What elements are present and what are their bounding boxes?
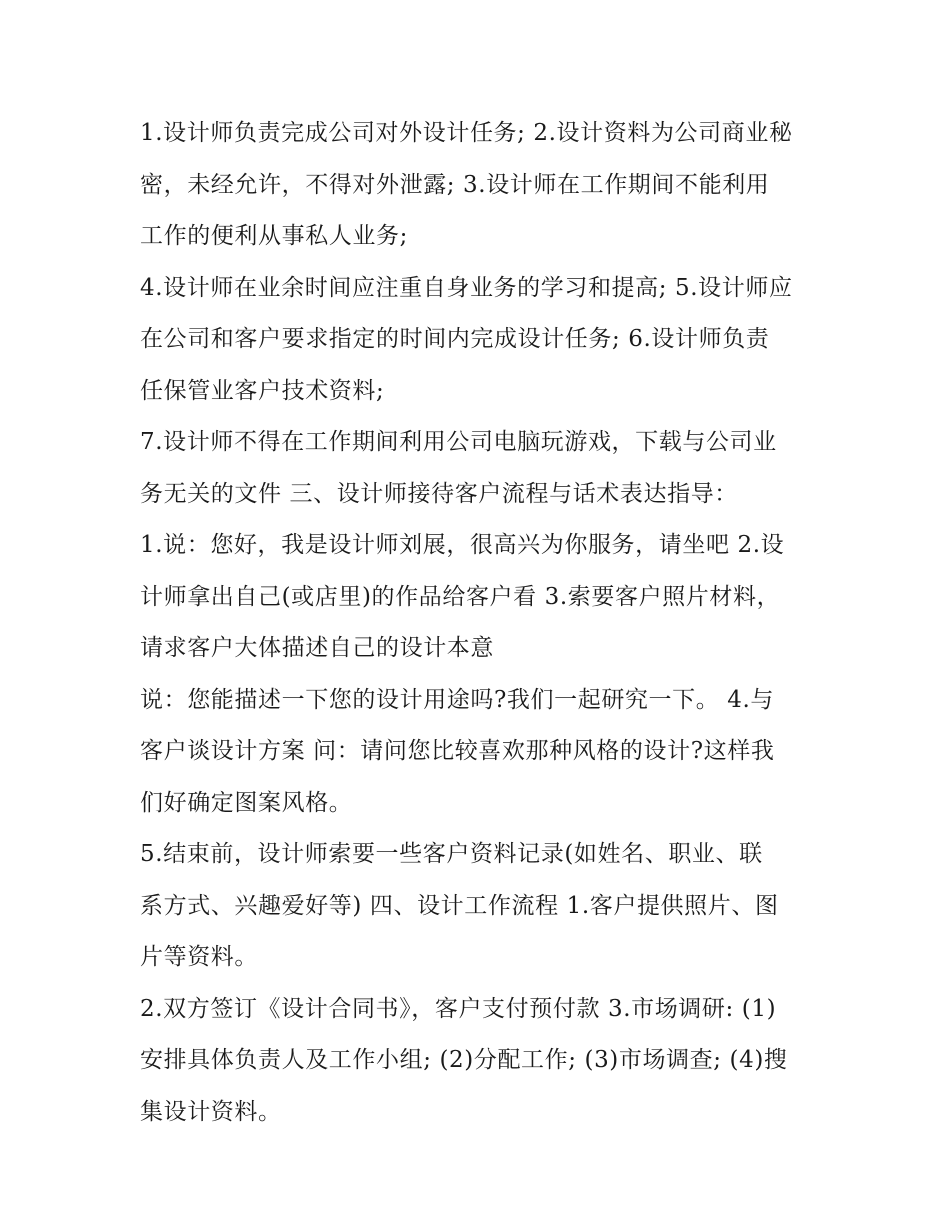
text-line: 请求客户大体描述自己的设计本意 — [140, 635, 494, 661]
text-line: 安排具体负责人及工作小组; (2)分配工作; (3)市场调查; (4)搜 — [140, 1047, 788, 1073]
text-line: 客户谈设计方案 问：请问您比较喜欢那种风格的设计?这样我 — [140, 738, 775, 764]
paragraph-designer-duties-2 — [140, 263, 820, 418]
text-line: 任保管业客户技术资料; — [140, 377, 385, 404]
text-line: 1.说：您好，我是设计师刘展，很高兴为你服务，请坐吧 2.设 — [140, 532, 785, 558]
text-line: 工作的便利从事私人业务; — [140, 223, 408, 249]
text-line: 在公司和客户要求指定的时间内完成设计任务; 6.设计师负责 — [140, 326, 770, 352]
paragraph-designer-duties-1 — [140, 108, 820, 263]
paragraph-designer-duties-3 — [140, 417, 820, 520]
text-line: 2.双方签订《设计合同书》，客户支付预付款 3.市场调研: (1) — [140, 995, 777, 1022]
document-body — [140, 108, 820, 1138]
text-line: 4.设计师在业余时间应注重自身业务的学习和提高; 5.设计师应 — [140, 274, 793, 301]
text-line: 7.设计师不得在工作期间利用公司电脑玩游戏，下载与公司业 — [140, 429, 777, 455]
text-line: 系方式、兴趣爱好等) 四、设计工作流程 1.客户提供照片、图 — [140, 892, 779, 919]
text-line: 说：您能描述一下您的设计用途吗?我们一起研究一下。 4.与 — [140, 686, 774, 713]
text-line: 1.设计师负责完成公司对外设计任务; 2.设计资料为公司商业秘 — [140, 120, 793, 146]
paragraph-design-discussion — [140, 675, 820, 830]
text-line: 5.结束前，设计师索要一些客户资料记录(如姓名、职业、联 — [140, 841, 763, 867]
paragraph-workflow-steps — [140, 984, 820, 1139]
text-line: 片等资料。 — [140, 944, 258, 970]
text-line: 计师拿出自己(或店里)的作品给客户看 3.索要客户照片材料， — [140, 583, 781, 610]
paragraph-workflow-intro — [140, 829, 820, 984]
text-line: 们好确定图案风格。 — [140, 789, 353, 816]
text-line: 密，未经允许，不得对外泄露; 3.设计师在工作期间不能利用 — [140, 171, 770, 198]
text-line: 集设计资料。 — [140, 1098, 282, 1125]
paragraph-reception-flow — [140, 520, 820, 675]
text-line: 务无关的文件 三、设计师接待客户流程与话术表达指导： — [140, 480, 738, 507]
